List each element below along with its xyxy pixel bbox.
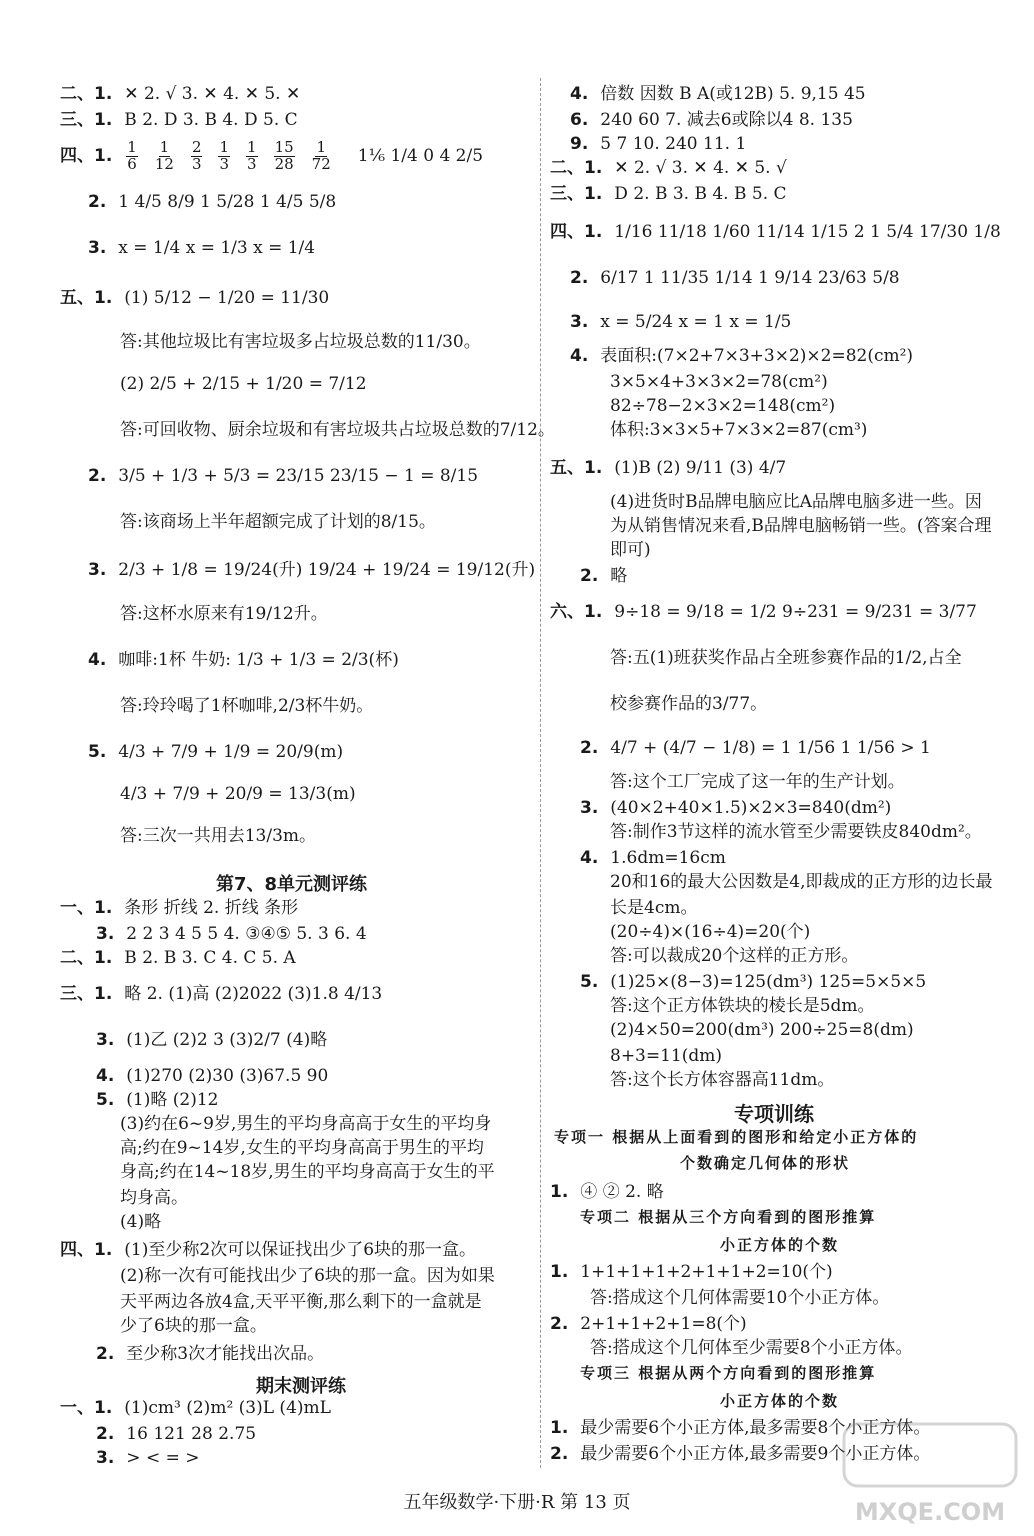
answer-text: (4)略	[120, 1212, 162, 1232]
answer-row: 5. (1)25×(8−3)=125(dm³) 125=5×5×5	[580, 972, 927, 992]
answer-row: 2. 至少称3次才能找出次品。	[96, 1344, 325, 1364]
answer-text: 8+3=11(dm)	[610, 1046, 723, 1066]
answer-text: (20÷4)×(16÷4)=20(个)	[610, 922, 811, 942]
answer-text: 82÷78−2×3×2=148(cm²)	[610, 396, 836, 416]
answer-row: 5. (1)略 (2)12	[96, 1090, 219, 1110]
answer-text: 即可)	[610, 540, 651, 560]
section-heading: 第7、8单元测评练	[216, 874, 368, 895]
answer-text: 长是4cm。	[610, 898, 698, 918]
answer-text: 校参赛作品的3/77。	[610, 694, 768, 714]
answer-text: 答:可以裁成20个这样的正方形。	[610, 946, 859, 966]
topic-heading: 个数确定几何体的形状	[680, 1154, 851, 1172]
denominator: 3	[191, 154, 202, 173]
denominator: 72	[311, 154, 331, 173]
fraction	[126, 140, 138, 173]
answer-row: 2. 最少需要6个小正方体,最多需要9个小正方体。	[550, 1444, 931, 1464]
answer-row: 三、1. B 2. D 3. B 4. D 5. C	[60, 110, 298, 130]
answer-text: 天平两边各放4盒,天平平衡,那么剩下的一盒就是	[120, 1292, 482, 1312]
numerator: 1	[316, 138, 326, 156]
answer-row: 3. > < = >	[96, 1448, 200, 1468]
numerator: 15	[274, 138, 294, 156]
answer-text: 答:搭成这个几何体需要10个小正方体。	[590, 1288, 890, 1308]
answer-row: 1. ④ ② 2. 略	[550, 1182, 664, 1202]
answer-text: (2)4×50=200(dm³) 200÷25=8(dm)	[610, 1020, 914, 1040]
numerator: 1	[247, 138, 257, 156]
numerator: 2	[191, 138, 202, 156]
topic-heading: 小正方体的个数	[720, 1236, 840, 1254]
answer-row: 2. 6/17 1 11/35 1/14 1 9/14 23/63 5/8	[570, 268, 900, 288]
answer-row: 二、1. ✕ 2. √ 3. ✕ 4. ✕ 5. √	[550, 158, 787, 178]
answer-text: 答:五(1)班获奖作品占全班参赛作品的1/2,占全	[610, 648, 962, 668]
answer-text: 3×5×4+3×3×2=78(cm²)	[610, 372, 828, 392]
answer-row: 2. 16 121 28 2.75	[96, 1424, 257, 1444]
answer-row: 六、1. 9÷18 = 9/18 = 1/2 9÷231 = 9/231 = 3/77	[550, 602, 977, 622]
answer-row: 五、1. (1) 5/12 − 1/20 = 11/30	[60, 288, 330, 308]
answer-row: 2. 2+1+1+2+1=8(个)	[550, 1314, 747, 1334]
answer-row: 4. 倍数 因数 B A(或12B) 5. 9,15 45	[570, 84, 866, 104]
fraction	[191, 140, 203, 173]
answer-text: 20和16的最大公因数是4,即裁成的正方形的边长最	[610, 872, 993, 892]
answer-row: 三、1. 略 2. (1)高 (2)2022 (3)1.8 4/13	[60, 984, 383, 1004]
answer-row: 二、1. B 2. B 3. C 4. C 5. A	[60, 948, 296, 968]
answer-text: 少了6块的那一盒。	[120, 1316, 267, 1336]
denominator: 6	[127, 154, 137, 173]
page-footer: 五年级数学·下册·R 第 13 页	[403, 1492, 631, 1513]
watermark-logo	[840, 1420, 1020, 1530]
answer-row: 五、1. (1)B (2) 9/11 (3) 4/7	[550, 458, 787, 478]
answer-row: 2. 1 4/5 8/9 1 5/28 1 4/5 5/8	[88, 192, 337, 212]
answer-text: 高;约在9~14岁,女生的平均身高高于男生的平均	[120, 1138, 484, 1158]
answer-text: 答:这个工厂完成了这一年的生产计划。	[610, 772, 905, 792]
answer-row: 一、1. 条形 折线 2. 折线 条形	[60, 898, 299, 918]
fraction	[218, 140, 230, 173]
answer-text: 为从销售情况来看,B品牌电脑畅销一些。(答案合理	[610, 516, 992, 536]
denominator: 12	[154, 154, 174, 173]
answer-text: 答:其他垃圾比有害垃圾多占垃圾总数的11/30。	[120, 332, 481, 352]
answer-text: 答:该商场上半年超额完成了计划的8/15。	[120, 512, 436, 532]
answer-row: 1. 1+1+1+1+2+1+1+2=10(个)	[550, 1262, 833, 1282]
answer-row: 一、1. (1)cm³ (2)m² (3)L (4)mL	[60, 1398, 331, 1418]
answer-row: 2. 3/5 + 1/3 + 5/3 = 23/15 23/15 − 1 = 8/15	[88, 466, 479, 486]
topic-heading: 专项二 根据从三个方向看到的图形推算	[580, 1208, 877, 1226]
numerator: 1	[219, 138, 230, 156]
answer-text: 身高;约在14~18岁,男生的平均身高高于女生的平	[120, 1162, 495, 1182]
right-column	[540, 0, 1034, 1536]
answer-row: 二、1. ✕ 2. √ 3. ✕ 4. ✕ 5. ✕	[60, 84, 301, 104]
numerator: 1	[159, 138, 170, 156]
answer-row: 4. 1.6dm=16cm	[580, 848, 726, 868]
fraction-group	[124, 140, 345, 173]
topic-heading: 专项一 根据从上面看到的图形和给定小正方体的	[554, 1128, 919, 1146]
answer-text: 答:三次一共用去13/3m。	[120, 826, 317, 846]
answer-text: (2) 2/5 + 2/15 + 1/20 = 7/12	[120, 374, 367, 394]
answer-row: 3. (1)乙 (2)2 3 (3)2/7 (4)略	[96, 1030, 328, 1050]
section-heading: 专项训练	[734, 1102, 814, 1126]
answer-text: 答:这个长方体容器高11dm。	[610, 1070, 835, 1090]
section-heading: 期末测评练	[256, 1376, 346, 1397]
answer-row: 9. 5 7 10. 240 11. 1	[570, 134, 747, 154]
answer-row: 三、1. D 2. B 3. B 4. B 5. C	[550, 184, 787, 204]
answer-row: 四、1. (1)至少称2次可以保证找出少了6块的那一盒。	[60, 1240, 477, 1260]
answer-text: (4)进货时B品牌电脑应比A品牌电脑多进一些。因	[610, 492, 982, 512]
numerator: 1	[127, 138, 137, 156]
answer-text: 答:这个正方体铁块的棱长是5dm。	[610, 996, 875, 1016]
answer-row: 四、1. 1/16 11/18 1/60 11/14 1/15 2 1 5/4 17/30 1/8	[550, 222, 1001, 242]
answer-text: 均身高。	[120, 1188, 188, 1208]
answer-row: 2. 4/7 + (4/7 − 1/8) = 1 1/56 1 1/56 > 1	[580, 738, 931, 758]
answer-row: 3. x = 5/24 x = 1 x = 1/5	[570, 312, 792, 332]
answer-row: 3. 2/3 + 1/8 = 19/24(升) 19/24 + 19/24 = 19/12(升)	[88, 560, 536, 580]
answer-row: 6. 240 60 7. 减去6或除以4 8. 135	[570, 110, 853, 130]
answer-text: 4/3 + 7/9 + 20/9 = 13/3(m)	[120, 784, 356, 804]
answer-text: 体积:3×3×5+7×3×2=87(cm³)	[610, 420, 868, 440]
answer-row: 5. 4/3 + 7/9 + 1/9 = 20/9(m)	[88, 742, 344, 762]
answer-row: 四、1. $\frac{1}{6}$ $\frac{1}{12}$ $\frac{2}{3}$ $\frac{1}{3}$ $\frac{1}{3}$ $\frac{15}{28}$ $\frac{1}{72}$ 1⅙ 1/4 0 4 2/5	[60, 138, 484, 173]
fraction	[154, 140, 175, 173]
answer-text: (3)约在6~9岁,男生的平均身高高于女生的平均身	[120, 1114, 492, 1134]
answer-row: 3. 2 2 3 4 5 5 4. ③④⑤ 5. 3 6. 4	[96, 924, 367, 944]
answer-text: 答:制作3节这样的流水管至少需要铁皮840dm²。	[610, 822, 982, 842]
answer-text: 答:可回收物、厨余垃圾和有害垃圾共占垃圾总数的7/12。	[120, 420, 555, 440]
answer-text: (2)称一次有可能找出少了6块的那一盒。因为如果	[120, 1266, 495, 1286]
svg-text:MXQE.COM: MXQE.COM	[854, 1498, 1006, 1526]
topic-heading: 专项三 根据从两个方向看到的图形推算	[580, 1364, 877, 1382]
answer-text: 答:搭成这个几何体至少需要8个小正方体。	[590, 1338, 913, 1358]
denominator: 3	[219, 154, 230, 173]
answer-row: 4. 表面积:(7×2+7×3+3×2)×2=82(cm²)	[570, 346, 914, 366]
answer-row: 3. x = 1/4 x = 1/3 x = 1/4	[88, 238, 316, 258]
answer-row: 4. (1)270 (2)30 (3)67.5 90	[96, 1066, 329, 1086]
topic-heading: 小正方体的个数	[720, 1392, 840, 1410]
answer-row: 2. 略	[580, 566, 628, 586]
denominator: 28	[274, 154, 294, 173]
answer-row: 4. 咖啡:1杯 牛奶: 1/3 + 1/3 = 2/3(杯)	[88, 650, 399, 670]
answer-text: 答:玲玲喝了1杯咖啡,2/3杯牛奶。	[120, 696, 374, 716]
fraction	[311, 140, 332, 173]
answer-row: 1. 最少需要6个小正方体,最多需要8个小正方体。	[550, 1418, 931, 1438]
denominator: 3	[247, 154, 257, 173]
answer-text: 答:这杯水原来有19/12升。	[120, 604, 328, 624]
answer-row: 3. (40×2+40×1.5)×2×3=840(dm²)	[580, 798, 892, 818]
fraction	[274, 140, 295, 173]
fraction	[246, 140, 258, 173]
